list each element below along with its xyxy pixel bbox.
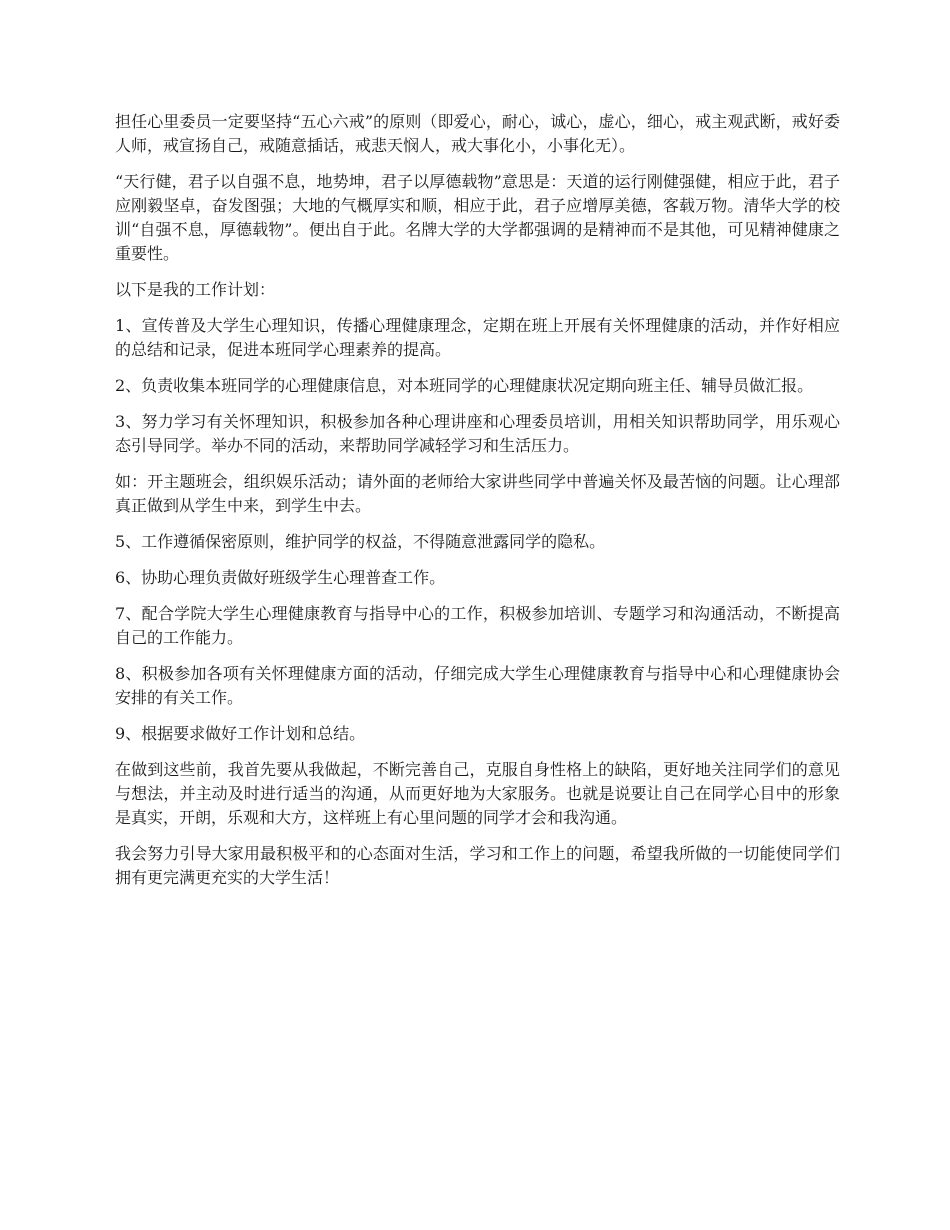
plan-item-1: 1、宣传普及大学生心理知识，传播心理健康理念，定期在班上开展有关怀理健康的活动，并作好相应的总结和记录，促进本班同学心理素养的提高。 <box>115 316 840 359</box>
plan-item-2: 2、负责收集本班同学的心理健康信息，对本班同学的心理健康状况定期向班主任、辅导员做汇报。 <box>115 376 814 395</box>
document-body <box>115 110 840 902</box>
paragraph-motto: “天行健，君子以自强不息，地势坤，君子以厚德载物”意思是：天道的运行刚健强健，相应于此，君子应刚毅坚卓，奋发图强；大地的气概厚实和顺，相应于此，君子应增厚美德，客载万物。清华大学的校训“自强不息，厚德载物”。便出自于此。名牌大学的大学都强调的是精神而不是其他，可见精神健康之重要性。 <box>115 172 840 263</box>
plan-item-example: 如：开主题班会，组织娱乐活动；请外面的老师给大家讲些同学中普遍关怀及最苦恼的问题。让心理部真正做到从学生中来，到学生中去。 <box>115 472 840 515</box>
plan-item-8: 8、积极参加各项有关怀理健康方面的活动，仔细完成大学生心理健康教育与指导中心和心理健康协会安排的有关工作。 <box>115 664 840 707</box>
paragraph-plan-intro: 以下是我的工作计划： <box>115 280 276 299</box>
plan-item-6: 6、协助心理负责做好班级学生心理普查工作。 <box>115 568 446 587</box>
paragraph-principle: 担任心里委员一定要坚持“五心六戒”的原则（即爱心，耐心，诚心，虚心，细心，戒主观武断，戒好委人师，戒宣扬自己，戒随意插话，戒悲天悯人，戒大事化小，小事化无）。 <box>115 112 840 155</box>
plan-item-9: 9、根据要求做好工作计划和总结。 <box>115 724 366 743</box>
paragraph-closing: 我会努力引导大家用最积极平和的心态面对生活，学习和工作上的问题，希望我所做的一切能使同学们拥有更完满更充实的大学生活！ <box>115 844 840 887</box>
plan-item-7: 7、配合学院大学生心理健康教育与指导中心的工作，积极参加培训、专题学习和沟通活动，不断提高自己的工作能力。 <box>115 604 840 647</box>
plan-item-5: 5、工作遵循保密原则，维护同学的权益，不得随意泄露同学的隐私。 <box>115 532 606 551</box>
paragraph-self-improvement: 在做到这些前，我首先要从我做起，不断完善自己，克服自身性格上的缺陷，更好地关注同学们的意见与想法，并主动及时进行适当的沟通，从而更好地为大家服务。也就是说要让自己在同学心目中的形象是真实，开朗，乐观和大方，这样班上有心里问题的同学才会和我沟通。 <box>115 760 840 827</box>
plan-item-3: 3、努力学习有关怀理知识，积极参加各种心理讲座和心理委员培训，用相关知识帮助同学，用乐观心态引导同学。举办不同的活动，来帮助同学减轻学习和生活压力。 <box>115 412 840 455</box>
